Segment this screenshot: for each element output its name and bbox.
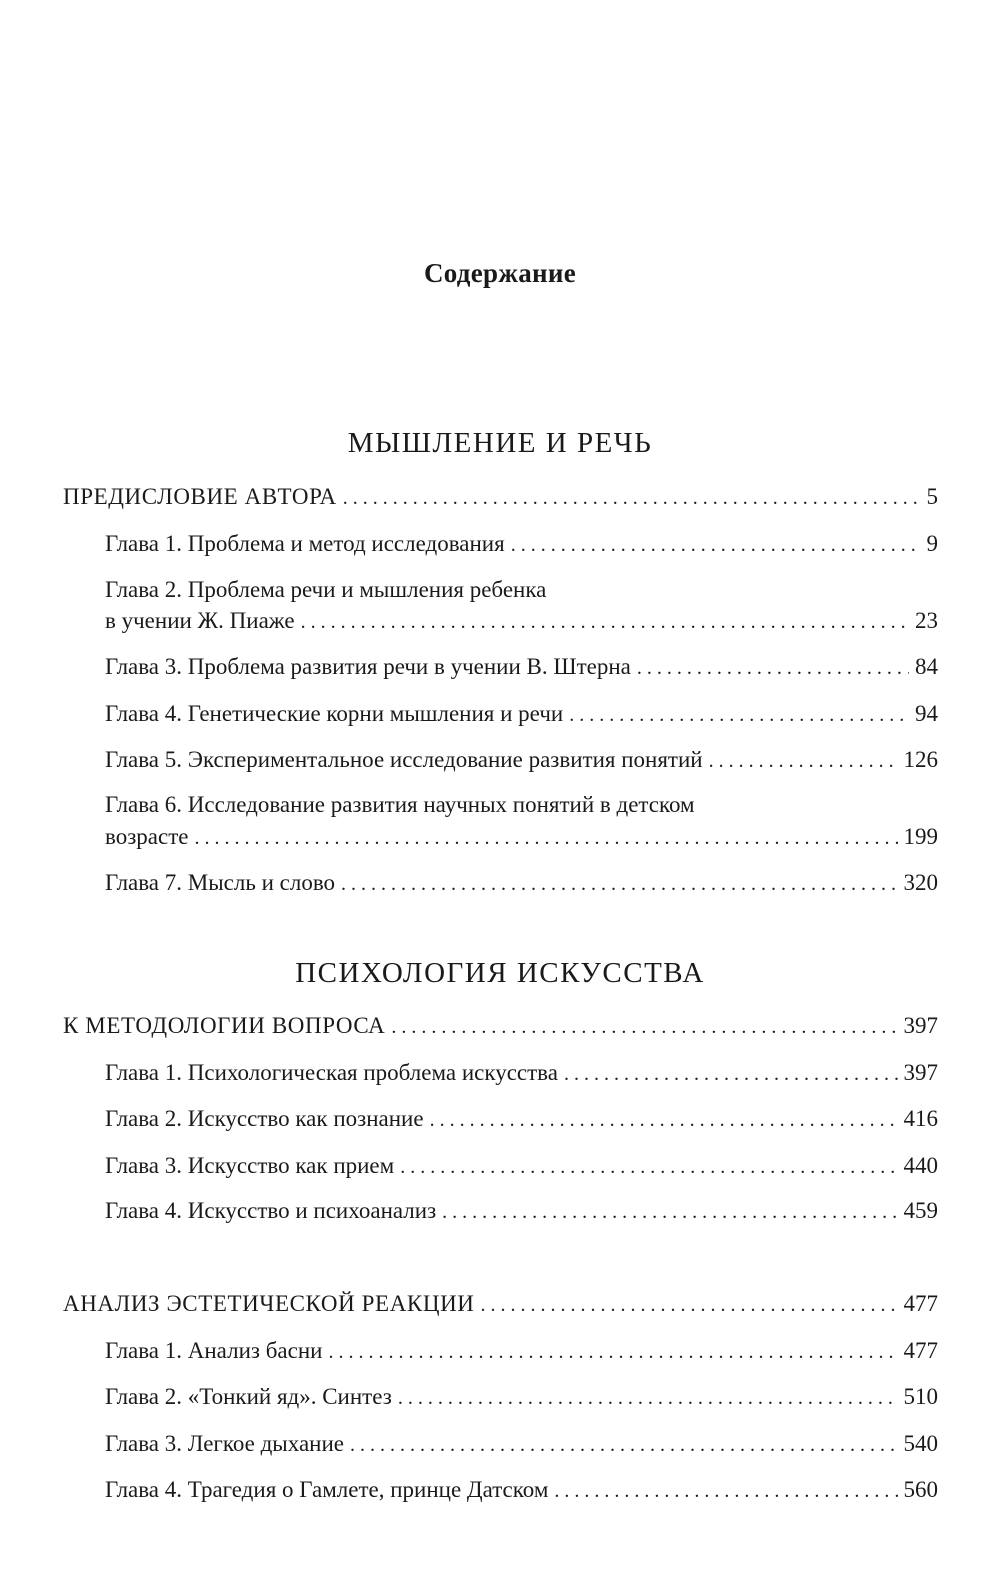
toc-page-number: 440: [903, 1153, 938, 1178]
toc-page-number: 459: [903, 1198, 938, 1223]
leader-dots: [398, 1383, 898, 1413]
leader-dots: [391, 1012, 897, 1042]
leader-dots: [301, 607, 909, 637]
toc-page-number: 84: [915, 654, 938, 679]
toc-chapter-title: в учении Ж. Пиаже: [105, 608, 295, 633]
leader-dots: [554, 1476, 897, 1506]
toc-chapter[interactable]: [105, 1196, 938, 1227]
toc-section[interactable]: [63, 482, 938, 513]
leader-dots: [400, 1152, 897, 1182]
leader-dots: [194, 823, 897, 853]
toc-chapter[interactable]: [105, 1336, 938, 1367]
toc-section[interactable]: [63, 1289, 938, 1320]
leader-dots: [511, 530, 921, 560]
toc-chapter-title: Глава 4. Генетические корни мышления и речи: [105, 701, 564, 726]
leader-dots: [637, 653, 909, 683]
toc-page-number: 477: [903, 1291, 938, 1316]
toc-chapter-title: Глава 2. Искусство как познание: [105, 1106, 424, 1131]
toc-page-number: 416: [903, 1106, 938, 1131]
toc-page-number: 320: [903, 870, 938, 895]
toc-chapter-title: Глава 4. Искусство и психоанализ: [105, 1198, 437, 1223]
toc-chapter[interactable]: [105, 606, 938, 637]
toc-page-number: 23: [915, 608, 938, 633]
toc-page-number: 397: [903, 1060, 938, 1085]
toc-chapter-title: Глава 1. Анализ басни: [105, 1338, 323, 1363]
toc-section-title: К МЕТОДОЛОГИИ ВОПРОСА: [63, 1013, 386, 1038]
toc-section[interactable]: [63, 1011, 938, 1042]
toc-chapter-title: Глава 4. Трагедия о Гамлете, принце Датском: [105, 1477, 549, 1502]
leader-dots: [430, 1105, 898, 1135]
toc-chapter-line1[interactable]: Глава 6. Исследование развития научных понятий в детском: [105, 792, 695, 817]
leader-dots: [328, 1337, 897, 1367]
toc-chapter[interactable]: [105, 1104, 938, 1135]
toc-chapter-title: Глава 3. Легкое дыхание: [105, 1431, 344, 1456]
toc-page-number: 199: [903, 824, 938, 849]
leader-dots: [350, 1430, 898, 1460]
toc-section-title: ПРЕДИСЛОВИЕ АВТОРА: [63, 484, 337, 509]
toc-chapter-line1[interactable]: Глава 2. Проблема речи и мышления ребенка: [105, 577, 547, 602]
toc-chapter[interactable]: [105, 699, 938, 730]
toc-page-number: 540: [903, 1431, 938, 1456]
toc-chapter[interactable]: [105, 822, 938, 853]
toc-chapter[interactable]: [105, 1429, 938, 1460]
toc-chapter[interactable]: [105, 868, 938, 899]
toc-page-number: 9: [926, 531, 938, 556]
leader-dots: [442, 1197, 897, 1227]
toc-chapter-title: Глава 5. Экспериментальное исследование развития понятий: [105, 747, 703, 772]
toc-page-number: 560: [903, 1477, 938, 1502]
part-title: ПСИХОЛОГИЯ ИСКУССТВА: [295, 957, 705, 989]
leader-dots: [341, 869, 897, 899]
toc-page-number: 126: [903, 747, 938, 772]
toc-chapter[interactable]: [105, 1151, 938, 1182]
toc-page-number: 5: [926, 484, 938, 509]
toc-chapter[interactable]: [105, 1382, 938, 1413]
toc-chapter-title: Глава 2. «Тонкий яд». Синтез: [105, 1384, 392, 1409]
toc-chapter-title: Глава 3. Проблема развития речи в учении В. Штерна: [105, 654, 631, 679]
toc-chapter-title: возрасте: [105, 824, 189, 849]
toc-chapter[interactable]: [105, 652, 938, 683]
leader-dots: [564, 1059, 898, 1089]
toc-page-number: 94: [915, 701, 938, 726]
toc-chapter[interactable]: [105, 529, 938, 560]
leader-dots: [343, 483, 921, 513]
leader-dots: [481, 1290, 898, 1320]
toc-page-number: 477: [903, 1338, 938, 1363]
toc-chapter-title: Глава 3. Искусство как прием: [105, 1153, 395, 1178]
part-title: МЫШЛЕНИЕ И РЕЧЬ: [347, 427, 653, 459]
toc-chapter[interactable]: [105, 1475, 938, 1506]
toc-chapter[interactable]: [105, 1058, 938, 1089]
toc-page-number: 397: [903, 1013, 938, 1038]
leader-dots: [709, 746, 898, 776]
leader-dots: [569, 700, 909, 730]
toc-chapter-title: Глава 1. Проблема и метод исследования: [105, 531, 505, 556]
toc-chapter-title: Глава 7. Мысль и слово: [105, 870, 336, 895]
toc-page-number: 510: [903, 1384, 938, 1409]
page-title: Содержание: [423, 258, 577, 288]
toc-section-title: АНАЛИЗ ЭСТЕТИЧЕСКОЙ РЕАКЦИИ: [63, 1291, 475, 1316]
toc-chapter[interactable]: [105, 745, 938, 776]
toc-chapter-title: Глава 1. Психологическая проблема искусства: [105, 1060, 558, 1085]
